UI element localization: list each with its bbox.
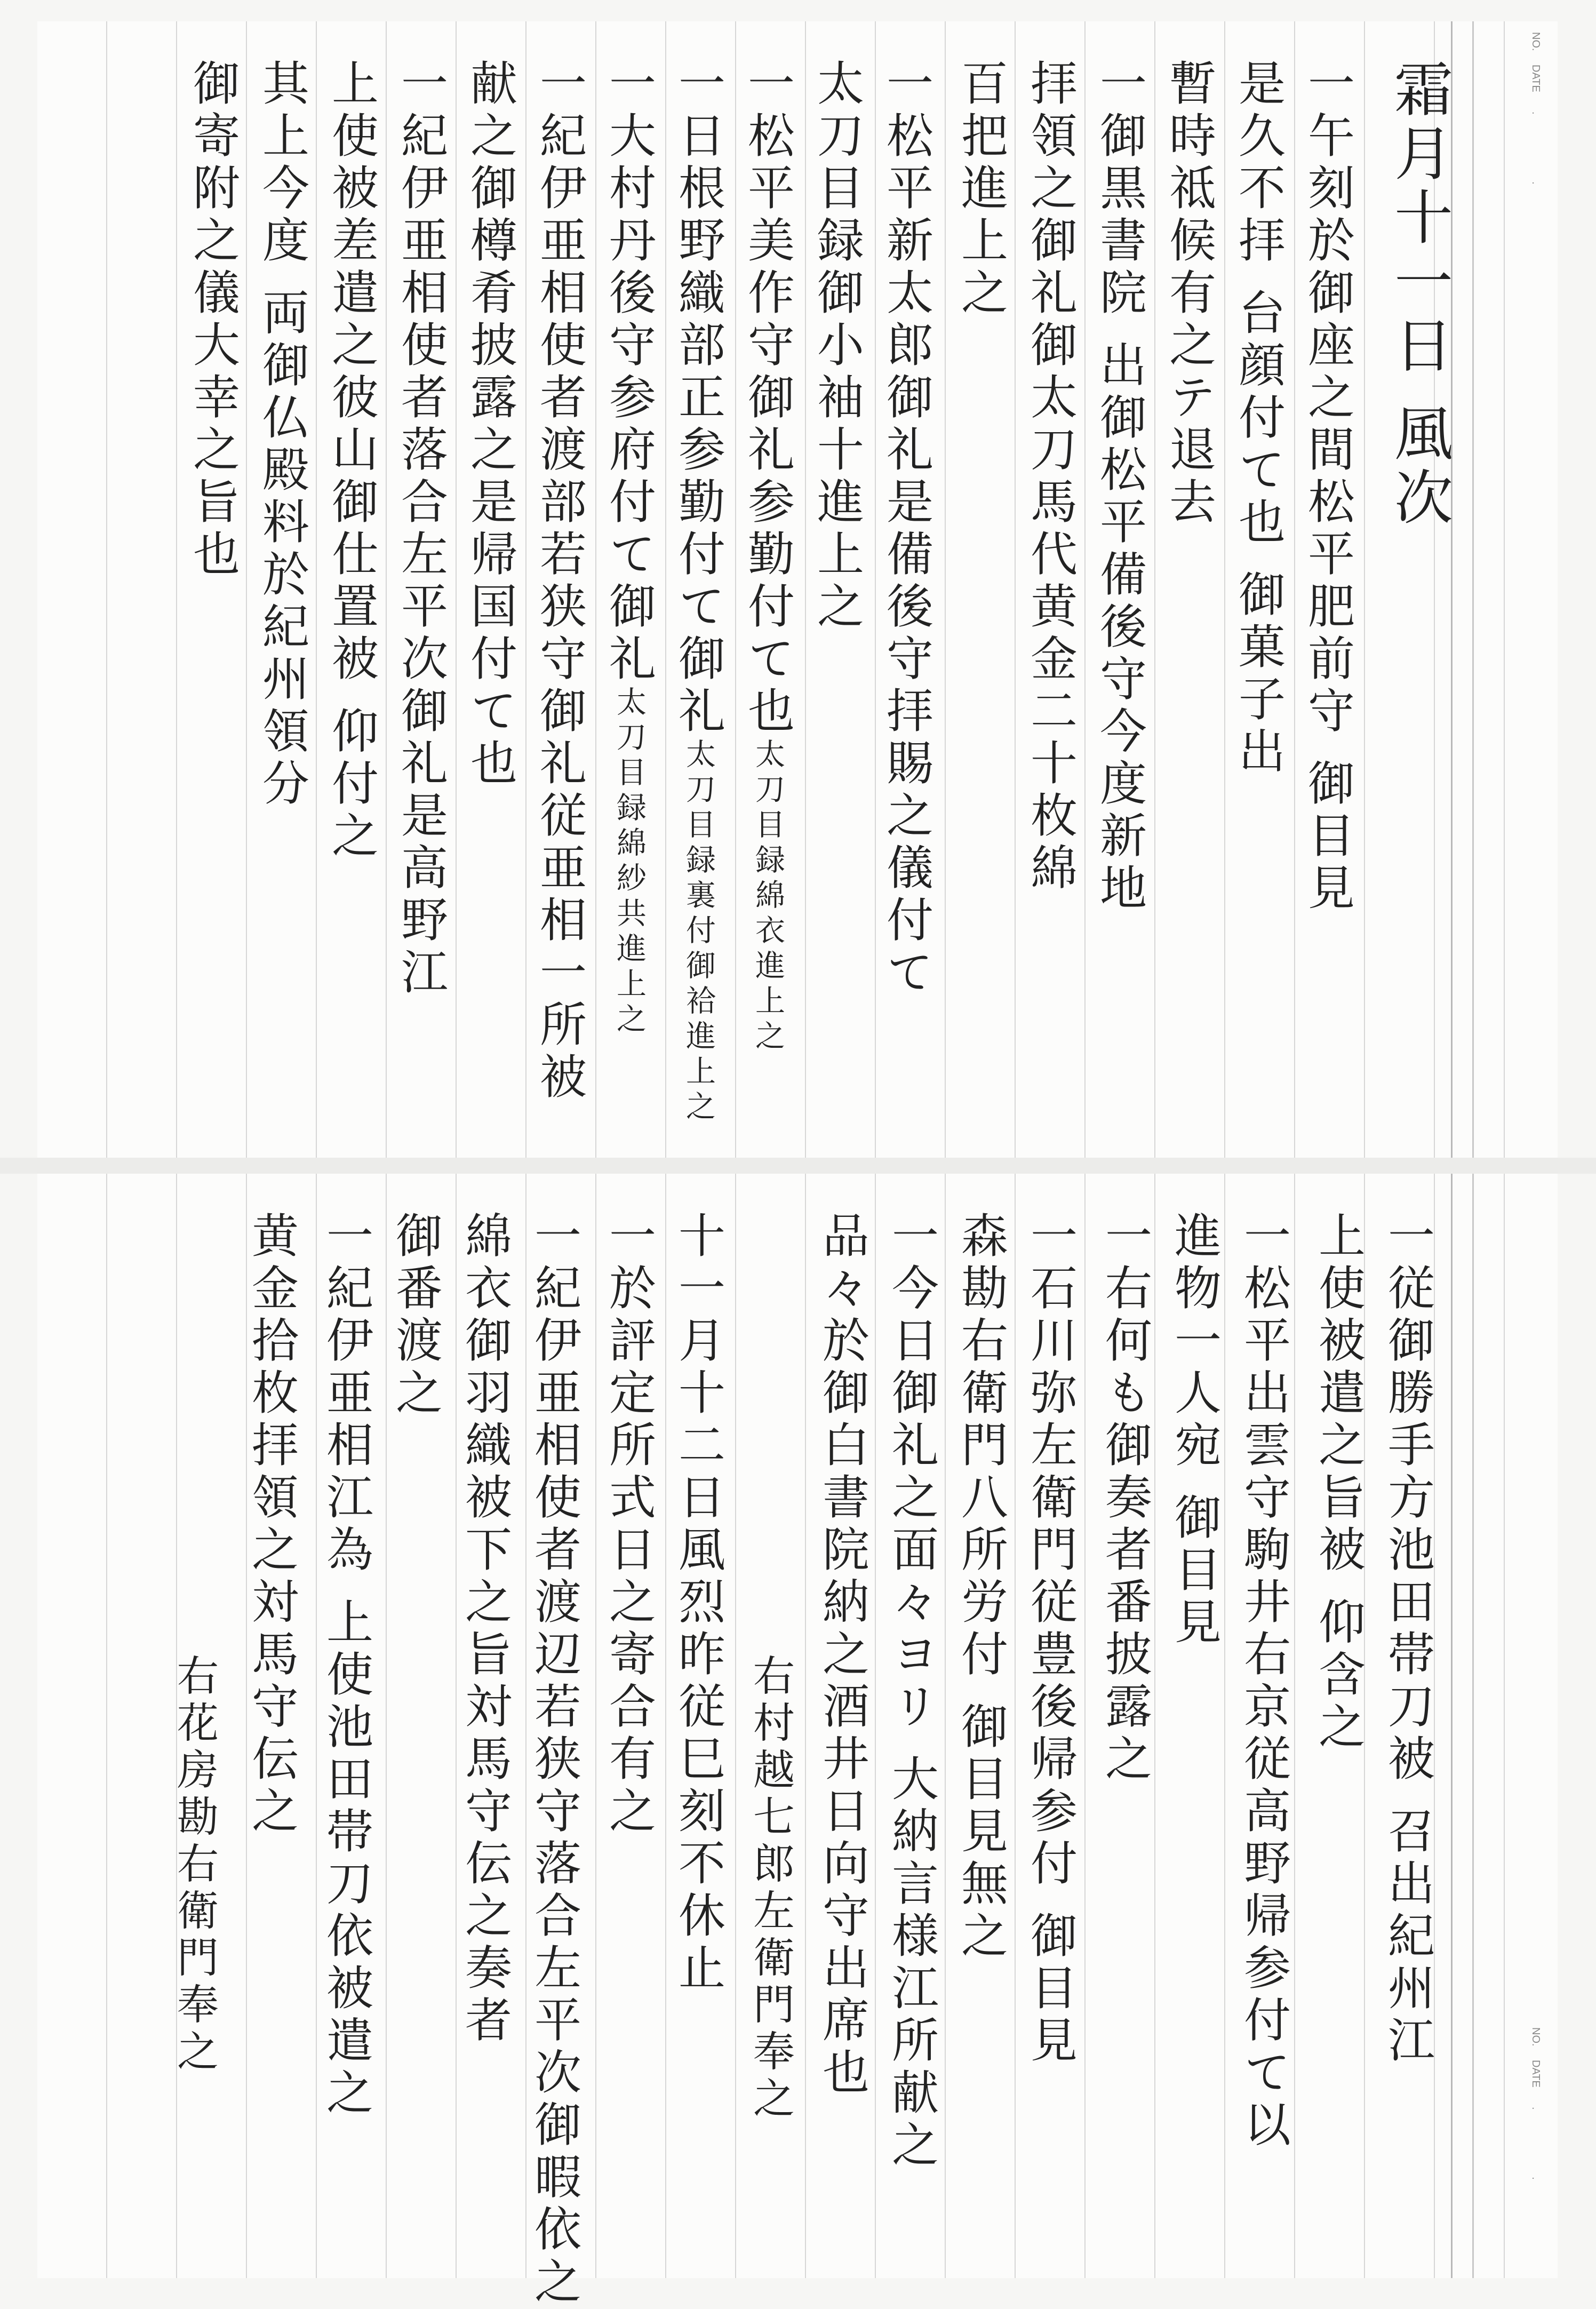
page-header-labels bbox=[1520, 2027, 1542, 2211]
notebook-page-bottom bbox=[37, 1174, 1558, 2309]
text-column bbox=[879, 59, 934, 1000]
column-text: 上使被差遣之彼山御仕置被 仰付之 bbox=[324, 59, 379, 863]
column-text: 一紀伊亜相使者渡部若狭守御礼従亜相一所被 bbox=[532, 59, 587, 1104]
text-column bbox=[1380, 1211, 1435, 2068]
column-text: 一紀伊亜相使者落合左平次御礼是高野江 bbox=[394, 59, 449, 1000]
column-text: 進物一人宛 御目見 bbox=[1167, 1211, 1222, 1650]
column-text: 一紀伊亜相使者渡辺若狭守落合左平次御暇依之 bbox=[527, 1211, 582, 2309]
column-text: 一御黒書院 出御松平備後守今度新地 bbox=[1092, 59, 1147, 915]
column-text: 御寄附之儀大幸之旨也 bbox=[186, 59, 241, 582]
text-column bbox=[1023, 1211, 1078, 2068]
column-text: 一松平出雲守駒井右京従高野帰参付て以 bbox=[1236, 1211, 1291, 2152]
column-text: 献之御樽肴披露之是帰国付て也 bbox=[463, 59, 518, 791]
column-note: 太刀目録綿衣進上之 bbox=[751, 738, 785, 1055]
date-dots: . . bbox=[1530, 2106, 1542, 2212]
page-header-labels bbox=[1520, 32, 1542, 216]
no-label: NO. bbox=[1530, 2027, 1542, 2047]
text-column bbox=[170, 1654, 218, 2076]
column-text: 右村越七郎左衛門奉之 bbox=[746, 1654, 794, 2123]
column-text: 上使被遣之旨被 仰含之 bbox=[1311, 1211, 1366, 1754]
date-label: DATE bbox=[1530, 2060, 1542, 2088]
text-column bbox=[244, 1211, 299, 1838]
column-text: 森勘右衛門八所労付 御目見無之 bbox=[954, 1211, 1009, 1963]
text-column bbox=[671, 1211, 726, 1995]
text-column bbox=[815, 1211, 870, 2100]
column-text: 黄金拾枚拝領之対馬守伝之 bbox=[244, 1211, 299, 1838]
column-text: 一於評定所式日之寄合有之 bbox=[602, 1211, 657, 1838]
column-text: 一松平新太郎御礼是備後守拝賜之儀付て bbox=[879, 59, 934, 1000]
column-text: 太刀目録御小袖十進上之 bbox=[810, 59, 865, 634]
column-note: 太刀目録綿紗共進上之 bbox=[612, 686, 647, 1038]
text-column bbox=[1300, 59, 1355, 915]
text-column bbox=[1162, 59, 1217, 529]
column-text: 一石川弥左衛門従豊後帰参付 御目見 bbox=[1023, 1211, 1078, 2068]
text-column bbox=[394, 59, 449, 1000]
text-column bbox=[954, 1211, 1009, 1963]
column-text: 百把進上之 bbox=[954, 59, 1009, 320]
column-text: 一午刻於御座之間松平肥前守 御目見 bbox=[1300, 59, 1355, 915]
text-column bbox=[527, 1211, 582, 2309]
text-column bbox=[458, 1211, 513, 2048]
no-label: NO. bbox=[1530, 32, 1542, 51]
text-column bbox=[186, 59, 241, 582]
text-column bbox=[746, 1654, 794, 2123]
text-column bbox=[671, 59, 726, 1126]
text-column bbox=[1231, 59, 1286, 779]
column-text: 一松平美作守御礼参勤付て也 bbox=[740, 59, 795, 738]
text-column bbox=[884, 1211, 939, 2172]
date-dots: . . bbox=[1530, 111, 1542, 217]
column-text: 品々於御白書院納之酒井日向守出席也 bbox=[815, 1211, 870, 2100]
page-ruled-edge bbox=[1472, 1174, 1474, 2278]
text-column bbox=[463, 59, 518, 791]
page-margin-line bbox=[1451, 1174, 1453, 2278]
column-note: 太刀目録裏付御袷進上之 bbox=[681, 738, 716, 1126]
column-text: 一日根野織部正参勤付て御礼 bbox=[671, 59, 726, 738]
text-column bbox=[602, 59, 657, 1038]
column-text: 一従御勝手方池田帯刀被 召出紀州江 bbox=[1380, 1211, 1435, 2068]
column-text: 一大村丹後守参府付て御礼 bbox=[602, 59, 657, 686]
notebook-page-top bbox=[37, 21, 1558, 1158]
column-text: 十一月十二日風烈昨従巳刻不休止 bbox=[671, 1211, 726, 1995]
column-text: 拝領之御礼御太刀馬代黄金二十枚綿 bbox=[1023, 59, 1078, 895]
column-text: 暫時祗候有之テ退去 bbox=[1162, 59, 1217, 529]
text-column bbox=[532, 59, 587, 1104]
entry-title bbox=[1385, 59, 1453, 531]
text-column bbox=[319, 1211, 374, 2120]
text-column bbox=[602, 1211, 657, 1838]
text-column bbox=[1092, 59, 1147, 915]
column-text: 是久不拝 台顔付て也 御菓子出 bbox=[1231, 59, 1286, 779]
column-text: 右花房勘右衛門奉之 bbox=[170, 1654, 218, 2076]
column-text: 綿衣御羽織被下之旨対馬守伝之奏者 bbox=[458, 1211, 513, 2048]
text-column bbox=[1098, 1211, 1153, 1786]
text-column bbox=[1311, 1211, 1366, 1754]
page-ruled-edge bbox=[1472, 21, 1474, 1158]
text-column bbox=[954, 59, 1009, 320]
column-text: 一紀伊亜相江為 上使池田帯刀依被遣之 bbox=[319, 1211, 374, 2120]
text-column bbox=[740, 59, 795, 1055]
column-text: 其上今度 両御仏殿料於紀州領分 bbox=[255, 59, 310, 811]
text-column bbox=[255, 59, 310, 811]
text-column bbox=[1167, 1211, 1222, 1650]
text-column bbox=[1023, 59, 1078, 895]
text-column bbox=[1236, 1211, 1291, 2152]
column-text: 御番渡之 bbox=[388, 1211, 443, 1420]
column-text: 霜月十一日 風次 bbox=[1385, 59, 1453, 531]
text-column bbox=[810, 59, 865, 634]
page-gutter bbox=[0, 1158, 1596, 1174]
column-text: 一今日御礼之面々ヨリ 大納言様江所献之 bbox=[884, 1211, 939, 2172]
date-label: DATE bbox=[1530, 65, 1542, 92]
column-text: 一右何も御奏者番披露之 bbox=[1098, 1211, 1153, 1786]
text-column bbox=[388, 1211, 443, 1420]
text-column bbox=[324, 59, 379, 863]
